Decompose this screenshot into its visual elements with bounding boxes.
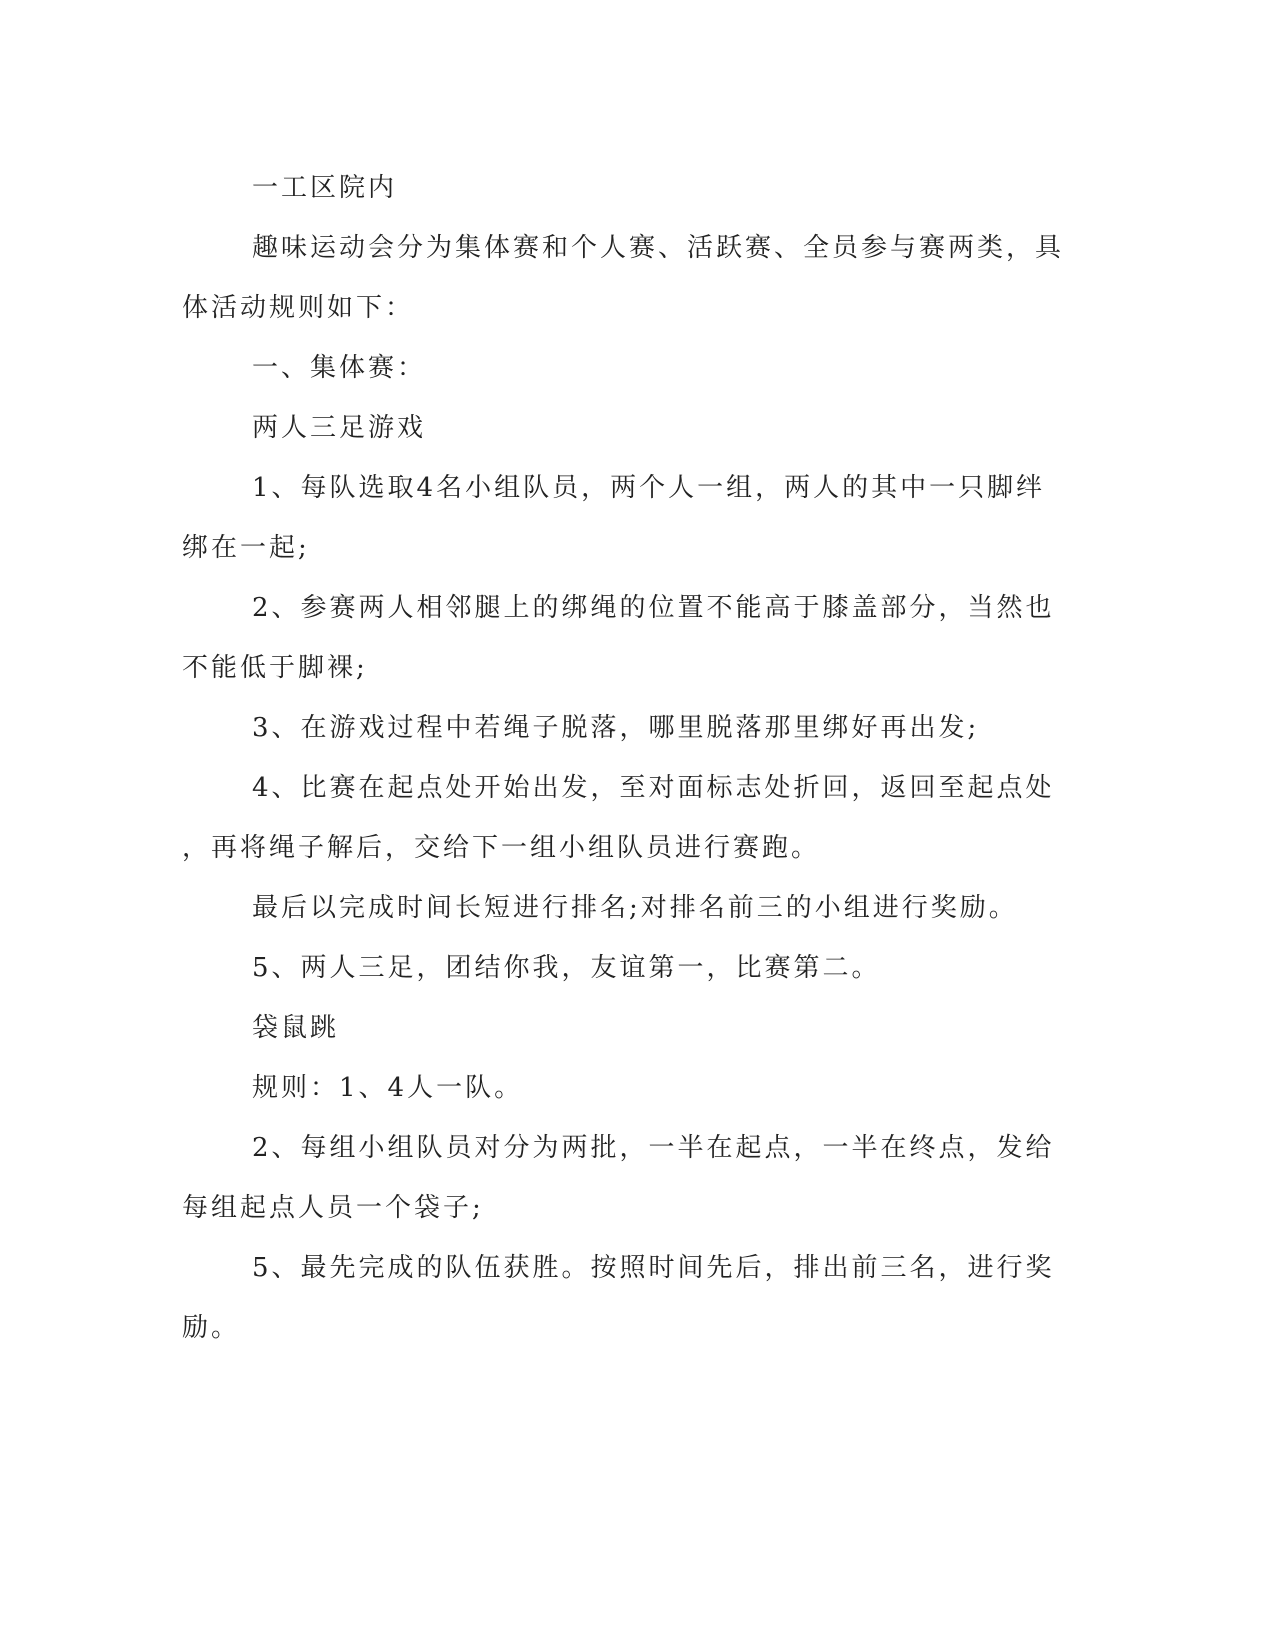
text-line: 最后以完成时间长短进行排名;对排名前三的小组进行奖励。 [252, 893, 1018, 923]
text-line: 一工区院内 [252, 173, 398, 203]
text-line: 2、每组小组队员对分为两批，一半在起点，一半在终点，发给 [252, 1133, 1055, 1163]
text-line: 4、比赛在起点处开始出发，至对面标志处折回，返回至起点处 [252, 773, 1055, 803]
text-line: 不能低于脚裸; [182, 653, 368, 683]
text-line: 趣味运动会分为集体赛和个人赛、活跃赛、全员参与赛两类，具 [252, 233, 1065, 263]
section-heading: 一、集体赛： [252, 353, 427, 383]
subsection-heading: 两人三足游戏 [252, 413, 427, 443]
document-body [182, 158, 1065, 1358]
text-line: 体活动规则如下： [182, 293, 415, 323]
subsection-heading: 袋鼠跳 [252, 1013, 340, 1043]
text-line: 3、在游戏过程中若绳子脱落，哪里脱落那里绑好再出发; [252, 713, 980, 743]
text-line: 5、两人三足，团结你我，友谊第一，比赛第二。 [252, 953, 881, 983]
text-line: 每组起点人员一个袋子; [182, 1193, 484, 1223]
text-line: 规则：1、4人一队。 [252, 1073, 524, 1103]
text-line: ，再将绳子解后，交给下一组小组队员进行赛跑。 [182, 833, 821, 863]
text-line: 2、参赛两人相邻腿上的绑绳的位置不能高于膝盖部分，当然也 [252, 593, 1055, 623]
text-line: 1、每队选取4名小组队员，两个人一组，两人的其中一只脚绊 [252, 473, 1046, 503]
text-line: 5、最先完成的队伍获胜。按照时间先后，排出前三名，进行奖 [252, 1253, 1055, 1283]
text-line: 绑在一起; [182, 533, 310, 563]
text-line: 励。 [182, 1313, 241, 1343]
